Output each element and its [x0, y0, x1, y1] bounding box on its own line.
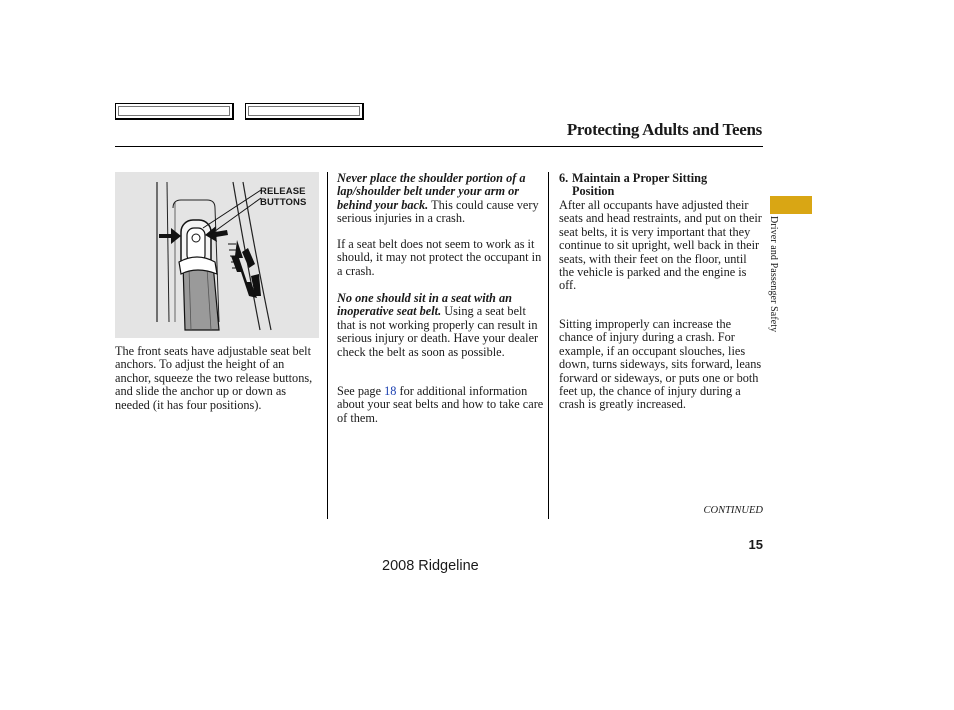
- section-heading: [559, 172, 759, 199]
- see-page-prefix: See page: [337, 384, 385, 398]
- nav-button-index[interactable]: [245, 103, 364, 120]
- figure-label-line-1: RELEASE: [260, 186, 306, 197]
- seat-belt-anchor-illustration: [115, 172, 319, 338]
- page-title: Protecting Adults and Teens: [566, 120, 762, 139]
- inoperative-belt-emphasis: No one should sit in a seat with an inoperative seat belt.: [337, 291, 512, 319]
- page-18-link[interactable]: 18: [384, 384, 397, 398]
- sitting-position-paragraph: After all occupants have adjusted their seats and head restraints, and put on their seat belts, it is very important that they continue to sit upright, well back in their seats, with their feet on the floor, until the vehicle is parked and the engine is off.: [559, 198, 762, 293]
- continued-label: CONTINUED: [703, 505, 763, 516]
- section-heading-line-2: Position: [572, 184, 615, 199]
- shoulder-belt-warning-emphasis: Never place the shoulder portion of a lap/shoulder belt under your arm or behind your back.: [337, 171, 526, 212]
- vehicle-model-footer: 2008 Ridgeline: [382, 558, 479, 574]
- nav-button-main-menu[interactable]: [115, 103, 234, 120]
- section-side-label: Driver and Passenger Safety: [768, 216, 779, 333]
- section-color-tab[interactable]: [770, 196, 812, 214]
- inoperative-belt-text: Using a seat belt that is not working properly can result in serious injury or death. Have your dealer check the belt as soon as possible.: [337, 304, 539, 359]
- see-page-paragraph: [337, 385, 545, 425]
- see-page-suffix: for additional information about your seat belts and how to take care of them.: [337, 384, 544, 425]
- page-number: 15: [748, 537, 763, 552]
- column-divider-2: [548, 172, 549, 519]
- shoulder-belt-warning: [337, 172, 545, 226]
- section-heading-line-1: Maintain a Proper Sitting: [572, 171, 708, 185]
- figure-label: [260, 186, 306, 208]
- column-divider-1: [327, 172, 328, 519]
- anchor-adjust-paragraph: The front seats have adjustable seat belt anchors. To adjust the height of an anchor, squeeze the two release buttons, and slide the anchor up or down as needed (it has four positions).: [115, 344, 313, 412]
- improper-sitting-paragraph: Sitting improperly can increase the chance of injury during a crash. For example, if an occupant slouches, lies down, turns sideways, sits forward, leans forward or sideways, or puts one or both feet up, the chance of injury during a crash is greatly increased.: [559, 317, 762, 412]
- title-divider: [115, 146, 763, 147]
- shoulder-belt-warning-text: This could cause very serious injuries in a crash.: [337, 197, 539, 226]
- belt-malfunction-paragraph: If a seat belt does not seem to work as it should, it may not protect the occupant in a crash.: [337, 237, 542, 278]
- section-heading-number: 6.: [559, 171, 569, 185]
- figure-label-line-2: BUTTONS: [260, 197, 307, 208]
- inoperative-belt-warning: [337, 292, 545, 359]
